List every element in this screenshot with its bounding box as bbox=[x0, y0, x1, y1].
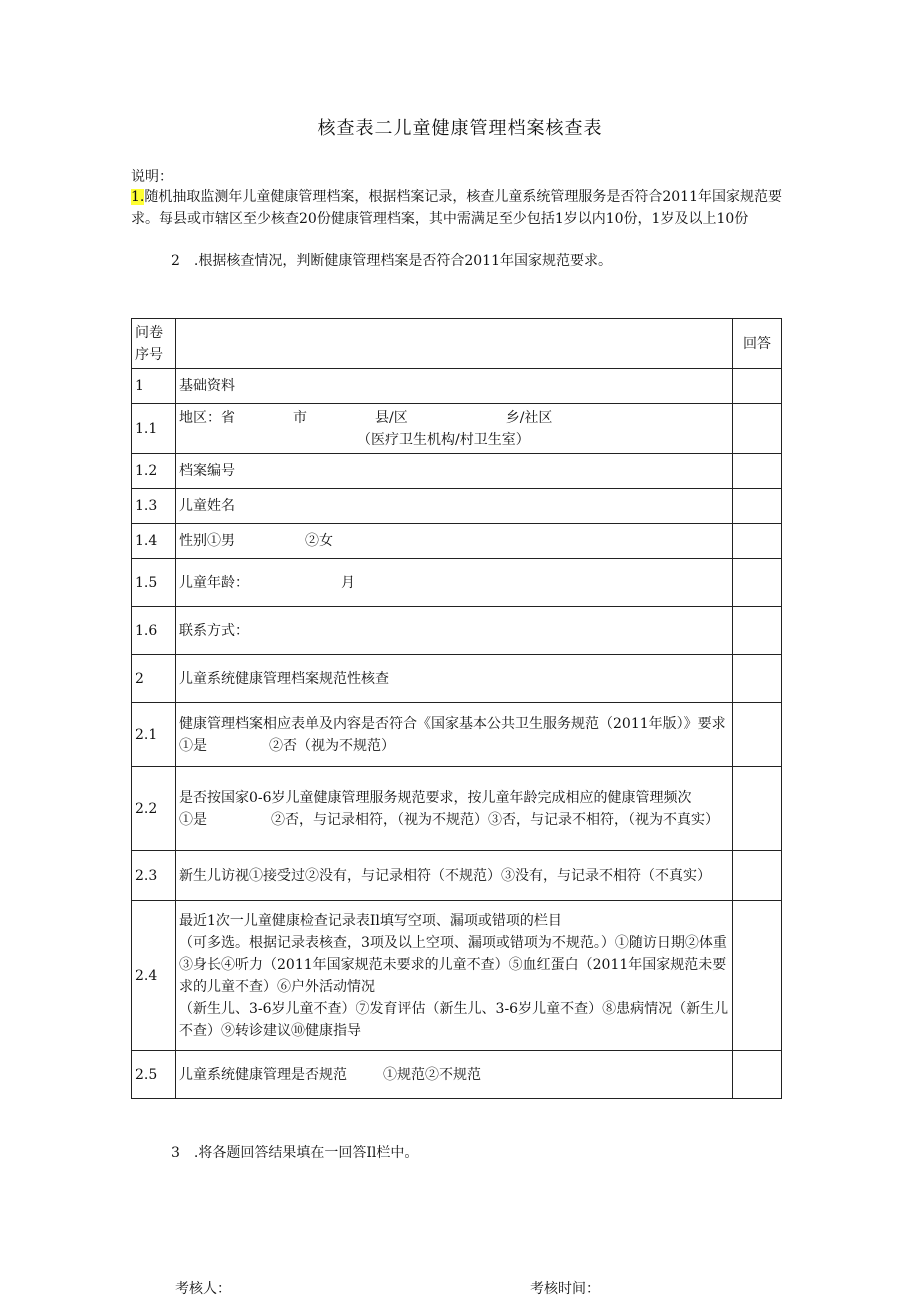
answer-cell[interactable] bbox=[733, 767, 782, 851]
option-no: ②否（视为不规范） bbox=[269, 737, 395, 754]
row-no: 1.6 bbox=[132, 607, 176, 655]
row-content: 档案编号 bbox=[176, 454, 733, 489]
row-content bbox=[176, 703, 733, 767]
row-content: 儿童系统健康管理档案规范性核查 bbox=[176, 655, 733, 703]
region-institution: （医疗卫生机构/村卫生室） bbox=[357, 431, 530, 448]
option-yes: ①是 bbox=[179, 811, 207, 828]
answer-cell[interactable] bbox=[733, 703, 782, 767]
check-table bbox=[131, 318, 782, 1099]
region-town: 乡/社区 bbox=[505, 409, 553, 426]
row-content bbox=[176, 559, 733, 607]
header-answer: 回答 bbox=[733, 319, 782, 369]
row-content: 联系方式： bbox=[176, 607, 733, 655]
item1-number-highlight: 1. bbox=[131, 189, 145, 205]
table-row bbox=[132, 404, 782, 454]
question-2-4-options-cont: （新生儿、3-6岁儿童不查）⑦发育评估（新生儿、3-6岁儿童不查）⑧患病情况（新生儿不查）⑨转诊建议⑩健康指导 bbox=[179, 1000, 729, 1039]
question-2-1: 健康管理档案相应表单及内容是否符合《国家基本公共卫生服务规范（2011年版）》要求 bbox=[179, 715, 726, 732]
region-city: 市 bbox=[293, 409, 307, 426]
region-province: 地区：省 bbox=[179, 409, 235, 426]
row-content bbox=[176, 901, 733, 1051]
table-row bbox=[132, 369, 782, 404]
row-no: 1.2 bbox=[132, 454, 176, 489]
row-content: 新生儿访视①接受过②没有，与记录相符（不规范）③没有，与记录不相符（不真实） bbox=[176, 851, 733, 901]
row-no: 2.5 bbox=[132, 1051, 176, 1099]
age-unit: 月 bbox=[341, 574, 355, 591]
answer-cell[interactable] bbox=[733, 655, 782, 703]
gender-female-option: ②女 bbox=[305, 533, 333, 549]
row-no: 1.5 bbox=[132, 559, 176, 607]
table-row bbox=[132, 524, 782, 559]
question-2-5-options: ①规范②不规范 bbox=[383, 1066, 481, 1083]
answer-cell[interactable] bbox=[733, 369, 782, 404]
row-content: 基础资料 bbox=[176, 369, 733, 404]
table-row bbox=[132, 851, 782, 901]
intro-label: 说明： bbox=[131, 169, 173, 185]
table-row bbox=[132, 607, 782, 655]
row-no: 2 bbox=[132, 655, 176, 703]
answer-cell[interactable] bbox=[733, 454, 782, 489]
answer-cell[interactable] bbox=[733, 607, 782, 655]
exam-time-label: 考核时间： bbox=[530, 1281, 600, 1297]
question-2-4: 最近1次一儿童健康检查记录表Il填写空项、漏项或错项的栏目 bbox=[179, 912, 562, 929]
row-no: 1.1 bbox=[132, 404, 176, 454]
page-title: 核查表二儿童健康管理档案核查表 bbox=[317, 118, 603, 139]
row-no: 2.4 bbox=[132, 901, 176, 1051]
question-2-4-options: （可多选。根据记录表核查，3项及以上空项、漏项或错项为不规范。）①随访日期②体重③身长④听力（2011年国家规范未要求的儿童不查）⑤血红蛋白（2011年国家规范未要求的儿童不查）⑥户外活动情况 bbox=[179, 934, 727, 995]
row-content: 儿童姓名 bbox=[176, 489, 733, 524]
row-no: 1 bbox=[132, 369, 176, 404]
answer-cell[interactable] bbox=[733, 559, 782, 607]
answer-cell[interactable] bbox=[733, 524, 782, 559]
option-no: ②否，与记录相符，（视为不规范）③否，与记录不相符，（视为不真实） bbox=[271, 811, 719, 828]
row-no: 1.4 bbox=[132, 524, 176, 559]
question-2-5: 儿童系统健康管理是否规范 bbox=[179, 1066, 347, 1083]
table-row bbox=[132, 655, 782, 703]
row-content bbox=[176, 524, 733, 559]
gender-male-option: 性别①男 bbox=[179, 533, 235, 549]
header-content bbox=[176, 319, 733, 369]
header-no: 问卷序号 bbox=[132, 319, 176, 369]
table-header-row bbox=[132, 319, 782, 369]
item1-text: 随机抽取监测年儿童健康管理档案，根据档案记录，核查儿童系统管理服务是否符合2011年国家规范要求。每县或市辖区至少核查20份健康管理档案，其中需满足至少包括1岁以内10份，1岁及以上10份 bbox=[131, 189, 782, 227]
answer-cell[interactable] bbox=[733, 1051, 782, 1099]
row-content bbox=[176, 767, 733, 851]
region-county: 县/区 bbox=[375, 409, 408, 426]
row-content bbox=[176, 1051, 733, 1099]
question-2-2: 是否按国家0-6岁儿童健康管理服务规范要求，按儿童年龄完成相应的健康管理频次 bbox=[179, 789, 692, 806]
answer-cell[interactable] bbox=[733, 489, 782, 524]
table-row bbox=[132, 454, 782, 489]
row-no: 2.2 bbox=[132, 767, 176, 851]
answer-cell[interactable] bbox=[733, 901, 782, 1051]
option-yes: ①是 bbox=[179, 737, 207, 754]
table-row bbox=[132, 489, 782, 524]
age-label: 儿童年龄： bbox=[179, 574, 249, 591]
examiner-label: 考核人： bbox=[175, 1281, 231, 1297]
answer-cell[interactable] bbox=[733, 851, 782, 901]
table-row bbox=[132, 901, 782, 1051]
intro-item-2: 2 .根据核查情况，判断健康管理档案是否符合2011年国家规范要求。 bbox=[171, 253, 612, 269]
row-no: 2.1 bbox=[132, 703, 176, 767]
table-row bbox=[132, 1051, 782, 1099]
instruction-item-3: 3 .将各题回答结果填在一回答Il栏中。 bbox=[171, 1145, 419, 1161]
table-row bbox=[132, 767, 782, 851]
intro-item-1 bbox=[131, 186, 786, 230]
row-no: 2.3 bbox=[132, 851, 176, 901]
table-row bbox=[132, 703, 782, 767]
row-no: 1.3 bbox=[132, 489, 176, 524]
table-row bbox=[132, 559, 782, 607]
answer-cell[interactable] bbox=[733, 404, 782, 454]
region-cell bbox=[176, 404, 733, 454]
